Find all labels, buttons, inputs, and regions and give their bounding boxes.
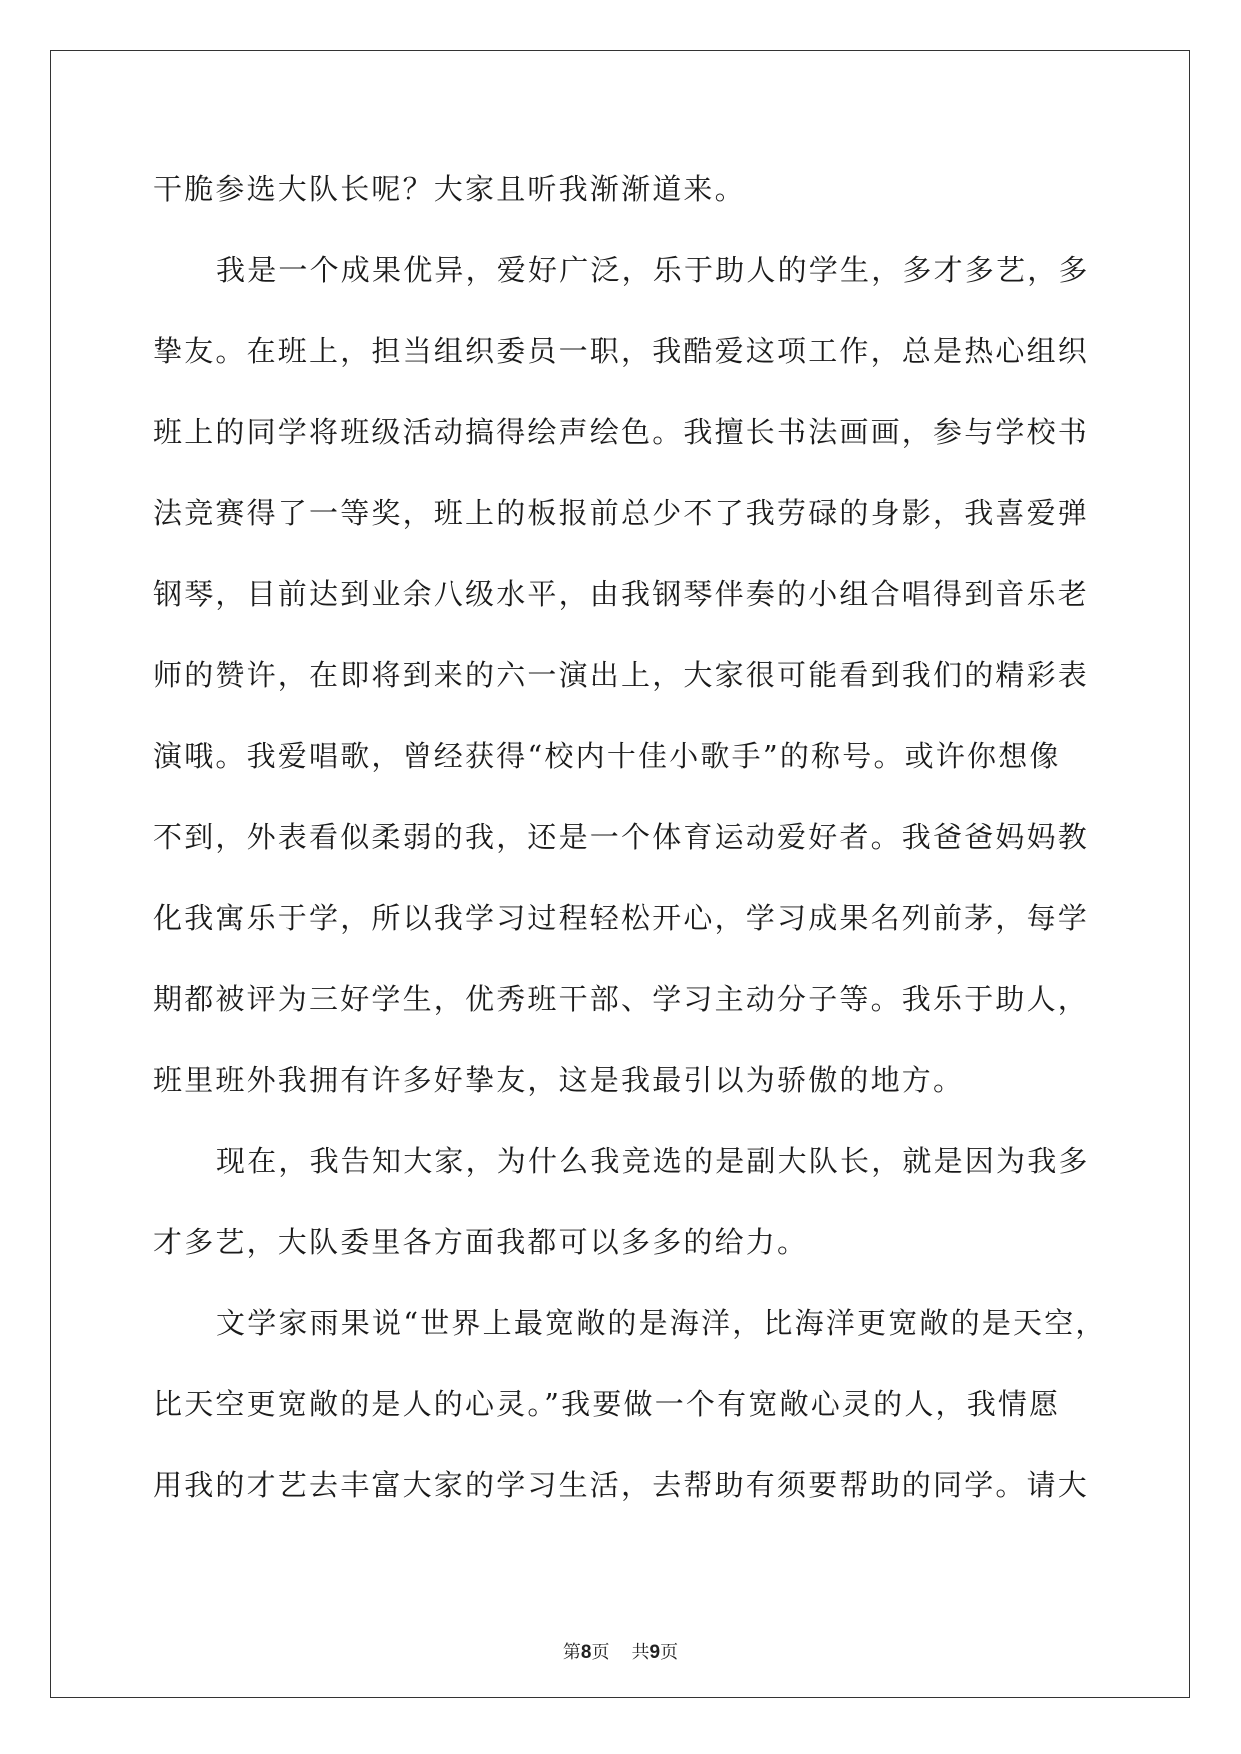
paragraph-line: 演哦。我爱唱歌，曾经获得“校内十佳小歌手”的称号。或许你想像 — [153, 739, 1061, 773]
paragraph-line: 师的赞许，在即将到来的六一演出上，大家很可能看到我们的精彩表 — [153, 658, 1090, 692]
paragraph-line: 班上的同学将班级活动搞得绘声绘色。我擅长书法画画，参与学校书 — [153, 415, 1090, 449]
total-pages-number: 9 — [649, 1642, 661, 1663]
paragraph-line: 法竞赛得了一等奖，班上的板报前总少不了我劳碌的身影，我喜爱弹 — [153, 496, 1090, 530]
page-suffix: 页 — [591, 1642, 610, 1663]
paragraph-line: 钢琴，目前达到业余八级水平，由我钢琴伴奏的小组合唱得到音乐老 — [153, 577, 1090, 611]
page-footer — [0, 1642, 1241, 1664]
page-border — [50, 50, 1190, 1698]
paragraph-line: 比天空更宽敞的是人的心灵。”我要做一个有宽敞心灵的人，我情愿 — [153, 1387, 1061, 1421]
paragraph-line: 期都被评为三好学生，优秀班干部、学习主动分子等。我乐于助人， — [153, 982, 1090, 1016]
paragraph-line: 不到，外表看似柔弱的我，还是一个体育运动爱好者。我爸爸妈妈教 — [153, 820, 1090, 854]
paragraph-line: 化我寓乐于学，所以我学习过程轻松开心，学习成果名列前茅，每学 — [153, 901, 1090, 935]
paragraph-line: 现在，我告知大家，为什么我竞选的是副大队长，就是因为我多 — [216, 1144, 1090, 1178]
page-prefix: 第 — [562, 1642, 581, 1663]
total-prefix: 共 — [631, 1642, 650, 1663]
paragraph-line: 用我的才艺去丰富大家的学习生活，去帮助有须要帮助的同学。请大 — [153, 1468, 1090, 1502]
paragraph-line: 干脆参选大队长呢？大家且听我渐渐道来。 — [153, 172, 746, 206]
paragraph-line: 挚友。在班上，担当组织委员一职，我酷爱这项工作，总是热心组织 — [153, 334, 1090, 368]
paragraph-line: 文学家雨果说“世界上最宽敞的是海洋，比海洋更宽敞的是天空， — [216, 1306, 1107, 1340]
paragraph-line: 班里班外我拥有许多好挚友，这是我最引以为骄傲的地方。 — [153, 1063, 965, 1097]
paragraph-line: 才多艺，大队委里各方面我都可以多多的给力。 — [153, 1225, 809, 1259]
total-suffix: 页 — [660, 1642, 679, 1663]
paragraph-line: 我是一个成果优异，爱好广泛，乐于助人的学生，多才多艺，多 — [216, 253, 1090, 287]
current-page-number: 8 — [580, 1642, 592, 1663]
